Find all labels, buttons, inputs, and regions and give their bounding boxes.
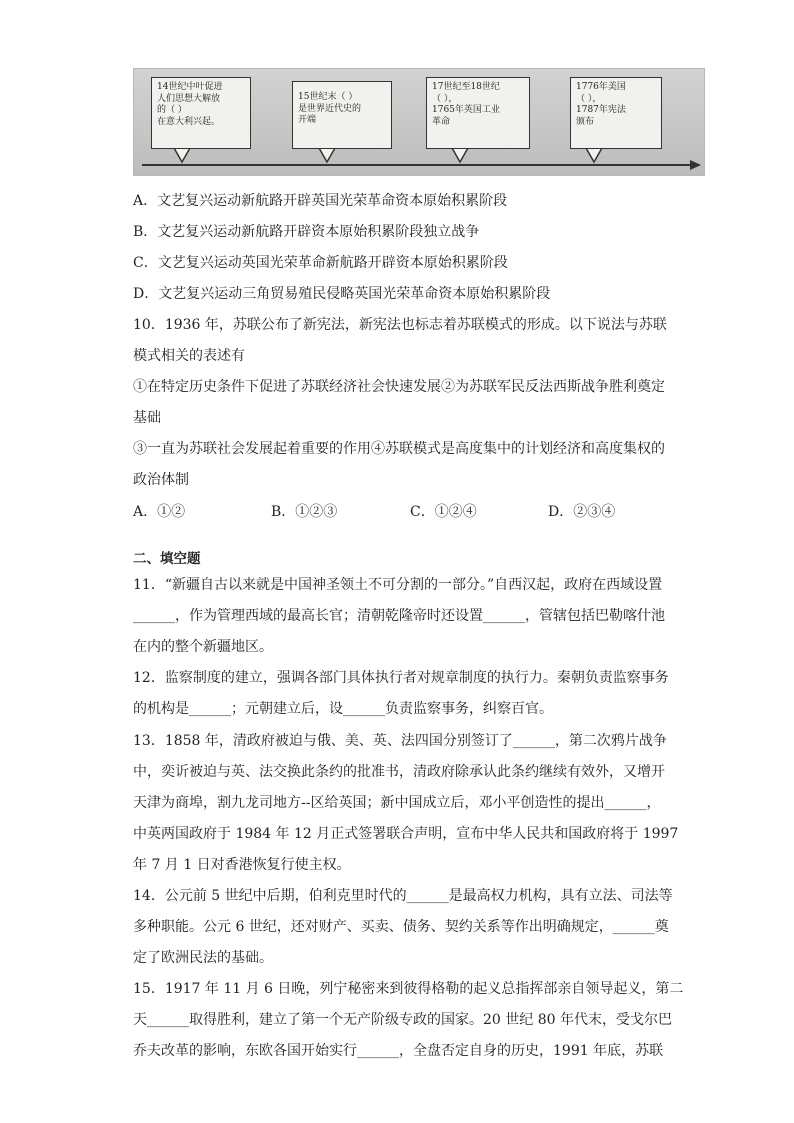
- q10-text: ①在特定历史条件下促进了苏联经济社会快速发展②为苏联军民反法西斯战争胜利奠定: [133, 379, 665, 395]
- q11-text: 11．“新疆自古以来就是中国神圣领土不可分割的一部分。”自西汉起，政府在西域设置: [133, 577, 663, 593]
- q15-text: 15．1917 年 11 月 6 日晚，列宁秘密来到彼得格勒的起义总指挥部亲自领导起义，第二: [133, 981, 684, 997]
- q9-option-b: B．文艺复兴运动新航路开辟资本原始积累阶段独立战争: [133, 224, 480, 240]
- q14-text: 多种职能。公元 6 世纪，还对财产、买卖、债务、契约关系等作出明确规定，______奠: [133, 919, 669, 935]
- q9-option-c: C．文艺复兴运动英国光荣革命新航路开辟资本原始积累阶段: [133, 255, 508, 271]
- q10-option-a: A．①②: [133, 504, 186, 520]
- q15-text: 天______取得胜利，建立了第一个无产阶级专政的国家。20 世纪 80 年代末，受戈尔巴: [133, 1012, 672, 1028]
- q10-text: 政治体制: [133, 472, 189, 488]
- timeline-image: [133, 68, 705, 176]
- q11-text: ______，作为管理西域的最高长官；清朝乾隆帝时还设置______，管辖包括巴勒喀什池: [133, 608, 665, 624]
- q13-text: 天津为商埠，割九龙司地方--区给英国；新中国成立后，邓小平创造性的提出______，: [133, 795, 661, 811]
- q10-text: 10．1936 年，苏联公布了新宪法，新宪法也标志着苏联模式的形成。以下说法与苏联: [133, 317, 667, 333]
- q9-option-a: A．文艺复兴运动新航路开辟英国光荣革命资本原始积累阶段: [133, 193, 508, 209]
- q9-option-d: D．文艺复兴运动三角贸易殖民侵略英国光荣革命资本原始积累阶段: [133, 286, 551, 302]
- q12-text: 12．监察制度的建立，强调各部门具体执行者对规章制度的执行力。秦朝负责监察事务: [133, 670, 669, 686]
- q12-text: 的机构是______；元朝建立后，设______负责监察事务，纠察百官。: [133, 701, 553, 717]
- q11-text: 在内的整个新疆地区。: [133, 639, 273, 655]
- section-heading: 二、填空题: [133, 551, 201, 567]
- timeline-box-1: 14世纪中叶促进 人们思想大解放 的（ ） 在意大利兴起。: [151, 77, 251, 149]
- timeline-box-4: 1776年美国 （ ）， 1787年宪法 颁布: [570, 77, 662, 149]
- q13-text: 年 7 月 1 日对香港恢复行使主权。: [133, 857, 351, 873]
- q14-text: 14．公元前 5 世纪中后期，伯利克里时代的______是最高权力机构，具有立法、司法等: [133, 888, 673, 904]
- timeline-box-3: 17世纪至18世纪 （ ）， 1765年英国工业 革命: [426, 77, 530, 149]
- q13-text: 中英两国政府于 1984 年 12 月正式签署联合声明，宣布中华人民共和国政府将于 1997: [133, 826, 679, 842]
- q14-text: 定了欧洲民法的基础。: [133, 950, 273, 966]
- q10-option-d: D．②③④: [548, 504, 616, 520]
- q10-option-c: C．①②④: [410, 504, 477, 520]
- q15-text: 乔夫改革的影响，东欧各国开始实行______，全盘否定自身的历史，1991 年底，苏联: [133, 1043, 664, 1059]
- q10-option-b: B．①②③: [271, 504, 338, 520]
- q13-text: 13．1858 年，清政府被迫与俄、美、英、法四国分别签订了______，第二次鸦片战争: [133, 733, 667, 749]
- q13-text: 中，奕䜣被迫与英、法交换此条约的批准书，清政府除承认此条约继续有效外，又增开: [133, 764, 665, 780]
- q10-text: 模式相关的表述有: [133, 348, 245, 364]
- q10-text: 基础: [133, 410, 161, 426]
- timeline-box-2: 15世纪末（ ） 是世界近代史的 开端: [292, 81, 392, 149]
- q10-text: ③一直为苏联社会发展起着重要的作用④苏联模式是高度集中的计划经济和高度集权的: [133, 441, 665, 457]
